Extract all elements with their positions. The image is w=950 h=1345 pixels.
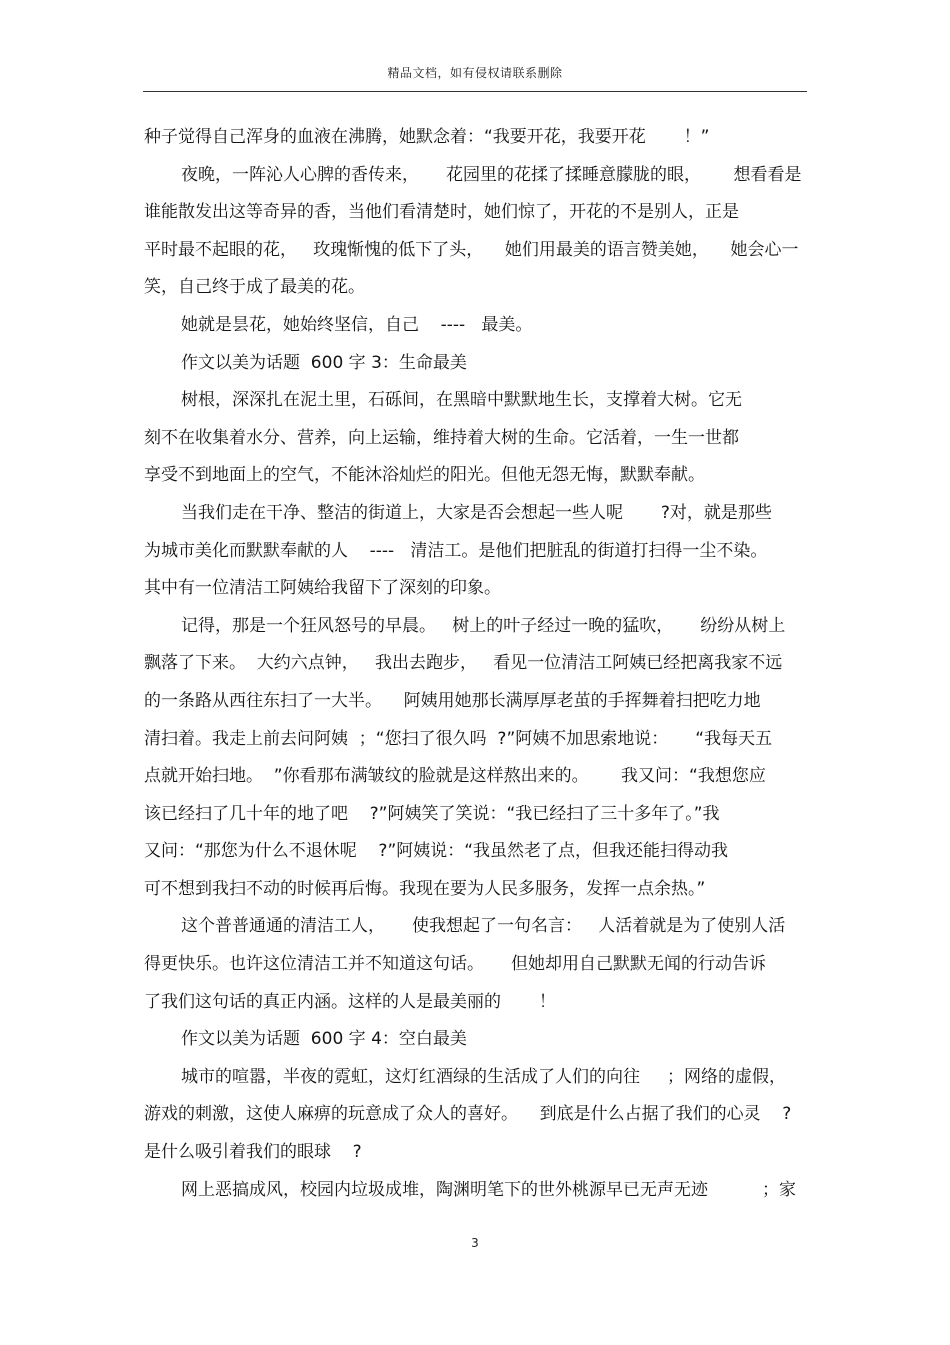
- text-line: 飘落了下来。 大约六点钟， 我出去跑步， 看见一位清洁工阿姨已经把离我家不远: [144, 653, 783, 674]
- text-line: 这个普普通通的清洁工人， 使我想起了一句名言： 人活着就是为了使别人活: [181, 916, 786, 937]
- text-line: 了我们这句话的真正内涵。这样的人是最美丽的 ！: [144, 991, 556, 1012]
- text-line: 游戏的刺激，这使人麻痹的玩意成了众人的喜好。 到底是什么占据了我们的心灵 ?: [144, 1104, 792, 1125]
- text-line: 是什么吸引着我们的眼球 ?: [144, 1142, 362, 1163]
- text-line: 平时最不起眼的花， 玫瑰惭愧的低下了头， 她们用最美的语言赞美她， 她会心一: [144, 239, 799, 260]
- text-line: 作文以美为话题 600 字 4：空白最美: [181, 1029, 467, 1050]
- text-line: 其中有一位清洁工阿姨给我留下了深刻的印象。: [144, 578, 501, 599]
- document-body: [144, 119, 806, 1209]
- text-line: 可不想到我扫不动的时候再后悔。我现在要为人民多服务，发挥一点余热。”: [144, 878, 706, 899]
- text-line: 享受不到地面上的空气，不能沐浴灿烂的阳光。但他无怨无悔，默默奉献。: [144, 465, 705, 486]
- text-line: 清扫着。我走上前去问阿姨 ；“您扫了很久吗 ?”阿姨不加思索地说： “我每天五: [144, 728, 773, 749]
- text-line: 谁能散发出这等奇异的香，当他们看清楚时，她们惊了，开花的不是别人，正是: [144, 202, 739, 223]
- text-line: 她就是昙花，她始终坚信，自己 ---- 最美。: [181, 314, 533, 335]
- text-line: 该已经扫了几十年的地了吧 ?”阿姨笑了笑说：“我已经扫了三十多年了。”我: [144, 803, 720, 824]
- text-line: 网上恶搞成风，校园内垃圾成堆，陶渊明笔下的世外桃源早已无声无迹 ；家: [181, 1179, 797, 1200]
- text-line: 又问：“那您为什么不退休呢 ?”阿姨说：“我虽然老了点，但我还能扫得动我: [144, 841, 729, 862]
- page-header: 精品文档，如有侵权请联系删除: [387, 66, 563, 80]
- text-line: 当我们走在干净、整洁的街道上，大家是否会想起一些人呢 ?对，就是那些: [181, 502, 772, 523]
- text-line: 的一条路从西往东扫了一大半。 阿姨用她那长满厚厚老茧的手挥舞着扫把吃力地: [144, 690, 761, 711]
- text-line: 作文以美为话题 600 字 3：生命最美: [181, 352, 467, 373]
- text-line: 点就开始扫地。 ”你看那布满皱纹的脸就是这样熬出来的。 我又问：“我想您应: [144, 766, 766, 787]
- text-line: 刻不在收集着水分、营养，向上运输，维持着大树的生命。它活着，一生一世都: [144, 427, 739, 448]
- text-line: 种子觉得自己浑身的血液在沸腾，她默念着：“我要开花，我要开花 ！”: [144, 127, 710, 147]
- text-line: 夜晚，一阵沁人心脾的香传来， 花园里的花揉了揉睡意朦胧的眼， 想看看是: [181, 164, 802, 185]
- text-line: 笑，自己终于成了最美的花。: [144, 277, 365, 298]
- text-line: 记得，那是一个狂风怒号的早晨。 树上的叶子经过一晚的猛吹， 纷纷从树上: [181, 615, 786, 636]
- page-number: 3: [471, 1236, 479, 1250]
- header-divider: [143, 91, 807, 92]
- text-line: 城市的喧嚣，半夜的霓虹，这灯红酒绿的生活成了人们的向往 ；网络的虚假，: [181, 1066, 787, 1087]
- text-line: 为城市美化而默默奉献的人 ---- 清洁工。是他们把脏乱的街道打扫得一尘不染。: [144, 540, 768, 561]
- text-line: 树根，深深扎在泥土里，石砾间，在黑暗中默默地生长，支撑着大树。它无: [181, 390, 742, 411]
- text-line: 得更快乐。也许这位清洁工并不知道这句话。 但她却用自己默默无闻的行动告诉: [144, 954, 767, 975]
